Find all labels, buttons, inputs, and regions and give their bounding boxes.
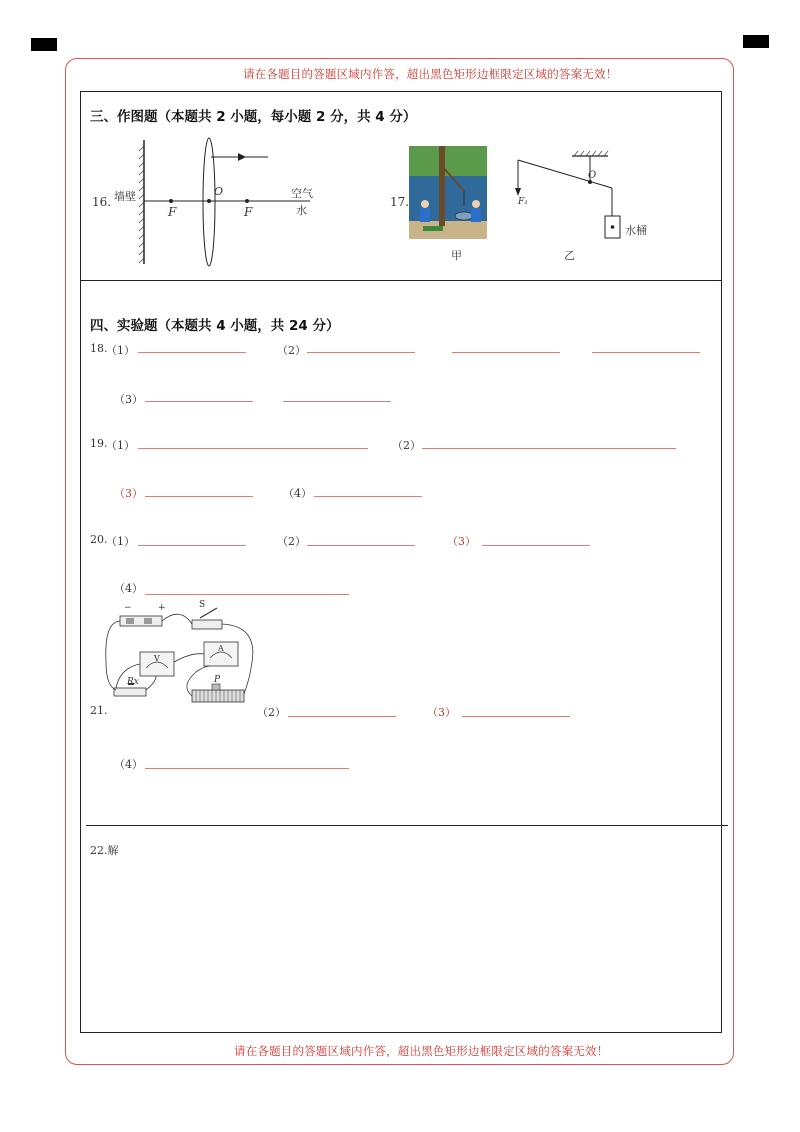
q20-part3-answer-line[interactable] — [482, 545, 590, 546]
section-divider-1 — [80, 280, 721, 281]
q20-part1-answer-line[interactable] — [138, 545, 246, 546]
minus-terminal-label: − — [124, 603, 132, 613]
q19-part4-answer-line[interactable] — [314, 496, 422, 497]
q22-answer-area[interactable] — [86, 862, 714, 1022]
q21-part3-answer-line[interactable] — [462, 716, 570, 717]
pivot-label: O — [588, 170, 597, 181]
resistor-label: Rx — [127, 677, 139, 687]
q19-part4-label: （4） — [283, 487, 312, 500]
q18-part2-answer-line-1[interactable] — [307, 352, 415, 353]
q20-part1-label: （1） — [106, 535, 135, 548]
q19-part3-label: （3） — [114, 487, 143, 500]
q17-well-picture — [409, 146, 487, 239]
q19-part3-answer-line[interactable] — [145, 496, 253, 497]
q19-part1-answer-line[interactable] — [138, 448, 368, 449]
force-label: F₁ — [518, 197, 528, 207]
focus-right-label: F — [244, 205, 253, 219]
q18-part2-answer-line-3[interactable] — [592, 352, 700, 353]
q21-part4-answer-line[interactable] — [145, 768, 349, 769]
q18-number: 18. — [90, 342, 108, 355]
q19-part2-label: （2） — [392, 439, 421, 452]
q20-number: 20. — [90, 533, 108, 546]
q18-part1-answer-line[interactable] — [138, 352, 246, 353]
q20-part2-answer-line[interactable] — [307, 545, 415, 546]
q17-lever-diagram — [510, 148, 630, 243]
header-warning: 请在各题目的答题区域内作答，超出黑色矩形边框限定区域的答案无效！ — [243, 67, 618, 81]
corner-mark-right — [743, 35, 769, 48]
section3-title: 三、作图题（本题共 2 小题，每小题 2 分，共 4 分） — [90, 109, 417, 125]
q20-part3-label: （3） — [447, 535, 476, 548]
plus-terminal-label: + — [158, 603, 166, 613]
ammeter-label: A — [218, 644, 224, 653]
wall-label: 墙壁 — [114, 190, 136, 203]
air-label: 空气 — [291, 187, 313, 200]
q18-part3-answer-line-1[interactable] — [145, 401, 253, 402]
q21-part2-label: （2） — [257, 706, 286, 719]
section4-title: 四、实验题（本题共 4 小题，共 24 分） — [90, 318, 340, 334]
q20-part2-label: （2） — [277, 535, 306, 548]
corner-mark-left — [31, 38, 57, 51]
q19-number: 19. — [90, 437, 108, 450]
q20-part4-answer-line[interactable] — [145, 594, 349, 595]
q18-part1-label: （1） — [106, 344, 135, 357]
slider-label: P — [214, 675, 221, 685]
q19-part2-answer-line[interactable] — [422, 448, 676, 449]
q16-number: 16. — [92, 195, 112, 209]
optical-center-label: O — [214, 185, 224, 198]
q21-part2-answer-line[interactable] — [288, 716, 396, 717]
q18-part3-label: （3） — [114, 393, 143, 406]
q21-circuit-diagram — [100, 602, 270, 714]
q21-number: 21. — [90, 704, 108, 717]
q16-lens-diagram — [110, 136, 320, 270]
q18-part2-label: （2） — [277, 344, 306, 357]
bucket-label: 水桶 — [625, 224, 647, 237]
focus-left-label: F — [168, 205, 177, 219]
q17-number: 17. — [390, 195, 410, 209]
water-label: 水 — [296, 204, 307, 217]
footer-warning: 请在各题目的答题区域内作答，超出黑色矩形边框限定区域的答案无效！ — [234, 1044, 609, 1058]
switch-label: S — [199, 600, 206, 610]
q19-part1-label: （1） — [106, 439, 135, 452]
q22-label: 22.解 — [90, 844, 119, 857]
q17-caption-left: 甲 — [451, 249, 462, 262]
q17-caption-right: 乙 — [564, 249, 575, 262]
q18-part2-answer-line-2[interactable] — [452, 352, 560, 353]
q21-part4-label: （4） — [114, 758, 143, 771]
voltmeter-label: V — [154, 654, 160, 663]
q20-part4-label: （4） — [114, 582, 143, 595]
section-divider-2 — [86, 825, 728, 826]
q21-part3-label: （3） — [427, 706, 456, 719]
q18-part3-answer-line-2[interactable] — [283, 401, 391, 402]
